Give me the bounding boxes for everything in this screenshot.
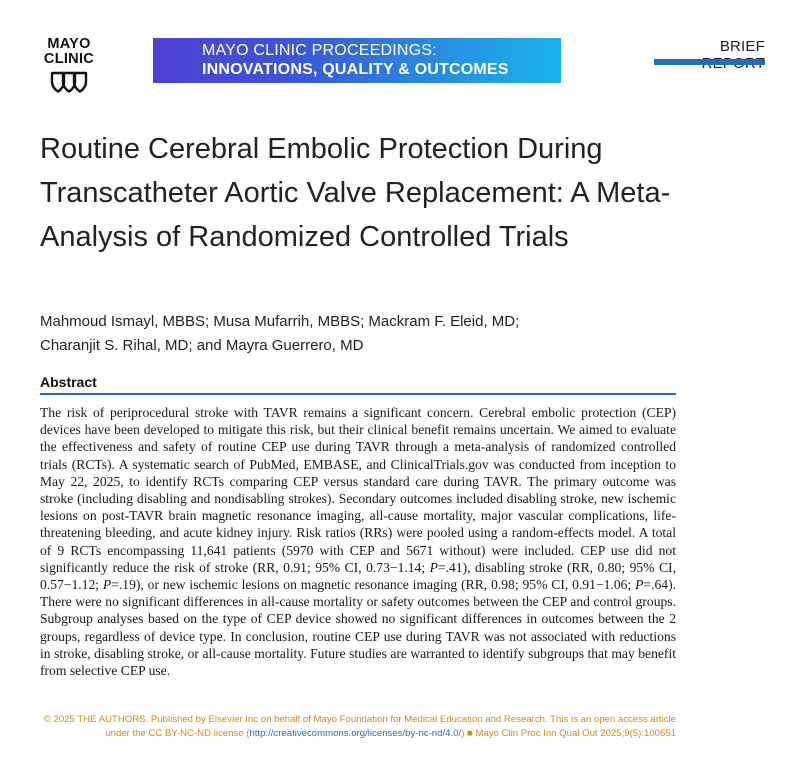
footer-line1: © 2025 THE AUTHORS. Published by Elsevier Inc on behalf of Mayo Foundation for Medical Education and Research. This is an open access article [43, 714, 676, 725]
square-separator-icon: ■ [467, 728, 473, 739]
article-title: Routine Cerebral Embolic Protection During Transcatheter Aortic Valve Replacement: A Meta-Analysis of Randomized Controlled Trials [40, 133, 671, 253]
article-type-label: BRIEF [719, 38, 765, 55]
article-type-rule [654, 59, 765, 65]
abstract-text-4: =.64). There were no significant differences in all-cause mortality or safety outcomes between the CEP and control groups. Subgroup analyses based on the type of CEP device showed no significant differences in outcomes between the 2 groups, regardless of device type. In conclusion, routine CEP use during TAVR was not associated with reductions in stroke, disabling stroke, or all-cause mortality. Future studies are warranted to identify subgroups that may benefit from selective CEP use. [40, 577, 676, 679]
author-list [40, 310, 680, 358]
logo-line2: CLINIC [43, 51, 95, 67]
mayo-clinic-logo [42, 37, 96, 94]
authors-line1: Mahmoud Ismayl, MBBS; Musa Mufarrih, MBBS; Mackram F. Eleid, MD; [40, 313, 520, 330]
abstract-heading: Abstract [40, 374, 97, 390]
abstract-p-value-2: P [102, 577, 112, 593]
journal-banner [153, 38, 561, 83]
journal-name-line2: INNOVATIONS, QUALITY & OUTCOMES [202, 61, 509, 78]
footer-license-prefix: under the CC BY-NC-ND license ( [105, 728, 250, 739]
footer-line2 [40, 727, 676, 741]
logo-line1: MAYO [47, 36, 91, 52]
abstract-text-2: =.41), disabling stroke (RR, 0.80; 95% CI, 0.57−1.12; [40, 559, 676, 593]
abstract-text-1: The risk of periprocedural stroke with TAVR remains a significant concern. Cerebral embolic protection (CEP) devices have been developed to mitigate this risk, but their clinical benefit remains uncertain. We aimed to evaluate the effectiveness and safety of routine CEP use during TAVR through a meta-analysis of randomized controlled trials (RCTs). A systematic search of PubMed, EMBASE, and ClinicalTrials.gov was conducted from inception to May 22, 2025, to identify RCTs comparing CEP versus standard care during TAVR. The primary outcome was stroke (including disabling and nondisabling strokes). Secondary outcomes included disabling stroke, new ischemic lesions on post-TAVR brain magnetic resonance imaging, all-cause mortality, major vascular complications, life-threatening bleeding, and acute kidney injury. Risk ratios (RRs) were pooled using a random-effects model. A total of 9 RCTs encompassing 11,641 patients (5970 with CEP and 5671 without) were included. CEP use did not significantly reduce the risk of stroke (RR, 0.91; 95% CI, 0.73−1.14; [40, 405, 676, 575]
license-link[interactable]: http://creativecommons.org/licenses/by-nc-nd/4.0/ [249, 728, 462, 739]
abstract-rule [40, 393, 676, 395]
abstract-text-3: =.19), or new ischemic lesions on magnetic resonance imaging (RR, 0.98; 95% CI, 0.91−1.06; [111, 577, 636, 593]
abstract-body [40, 404, 676, 679]
abstract-p-value-1: P [429, 559, 438, 575]
journal-name-line1: MAYO CLINIC PROCEEDINGS: [202, 42, 437, 59]
copyright-footer [40, 713, 676, 741]
abstract-p-value-3: P [635, 577, 644, 593]
authors-line2: Charanjit S. Rihal, MD; and Mayra Guerrero, MD [40, 337, 364, 354]
footer-license-suffix: ) [461, 728, 465, 739]
footer-citation: Mayo Clin Proc Inn Qual Out 2025;9(5):100651 [475, 728, 676, 739]
three-shields-icon [50, 70, 88, 94]
